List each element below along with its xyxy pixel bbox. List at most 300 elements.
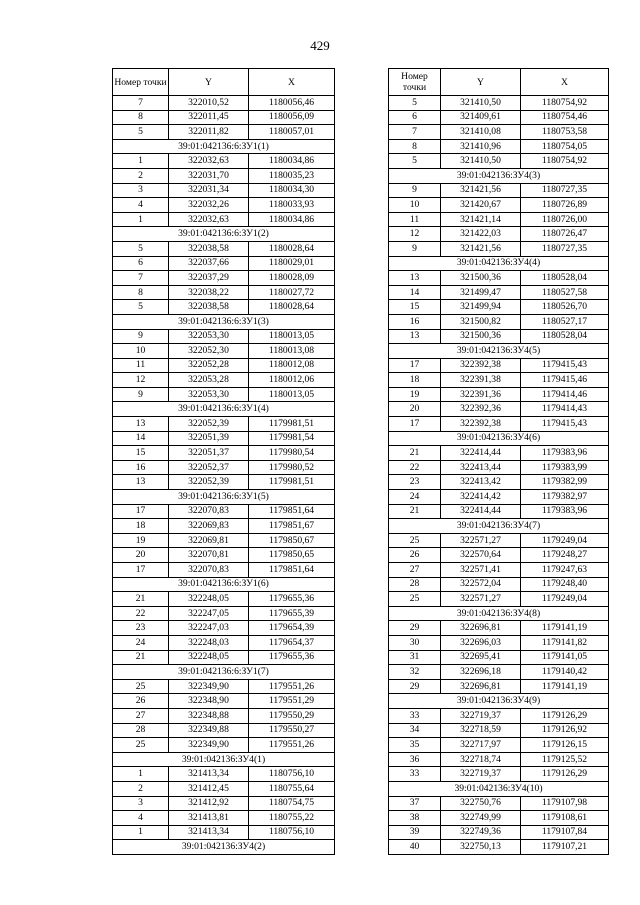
point-number-cell: 7 xyxy=(113,96,169,111)
parcel-section-label: 39:01:042136:ЗУ4(8) xyxy=(389,606,609,621)
y-coordinate-cell: 322571,27 xyxy=(441,533,521,548)
x-coordinate-cell: 1179247,63 xyxy=(521,563,609,578)
point-number-cell: 6 xyxy=(389,110,441,125)
x-coordinate-cell: 1179141,19 xyxy=(521,621,609,636)
x-coordinate-cell: 1179125,52 xyxy=(521,752,609,767)
y-coordinate-cell: 321420,67 xyxy=(441,198,521,213)
y-coordinate-cell: 322038,58 xyxy=(169,300,249,315)
point-number-cell: 30 xyxy=(389,635,441,650)
point-number-cell: 33 xyxy=(389,767,441,782)
x-coordinate-cell: 1180753,58 xyxy=(521,125,609,140)
point-number-cell: 28 xyxy=(113,723,169,738)
table-row xyxy=(113,694,335,709)
x-coordinate-cell: 1180028,64 xyxy=(249,241,335,256)
x-coordinate-cell: 1180528,04 xyxy=(521,271,609,286)
section-row xyxy=(113,490,335,505)
point-number-cell: 29 xyxy=(389,679,441,694)
y-coordinate-cell: 322696,18 xyxy=(441,665,521,680)
x-coordinate-cell: 1180726,47 xyxy=(521,227,609,242)
point-number-cell: 22 xyxy=(113,606,169,621)
table-row xyxy=(389,548,609,563)
x-coordinate-cell: 1180012,08 xyxy=(249,358,335,373)
x-coordinate-cell: 1179108,61 xyxy=(521,811,609,826)
point-number-cell: 37 xyxy=(389,796,441,811)
x-coordinate-cell: 1180526,70 xyxy=(521,300,609,315)
y-coordinate-cell: 322414,44 xyxy=(441,504,521,519)
point-number-cell: 24 xyxy=(113,635,169,650)
y-coordinate-cell: 322070,83 xyxy=(169,563,249,578)
point-number-cell: 17 xyxy=(113,563,169,578)
x-coordinate-cell: 1179141,82 xyxy=(521,635,609,650)
x-coordinate-cell: 1179415,43 xyxy=(521,358,609,373)
y-coordinate-cell: 322053,30 xyxy=(169,387,249,402)
y-coordinate-cell: 322413,44 xyxy=(441,460,521,475)
point-number-cell: 21 xyxy=(113,650,169,665)
table-row xyxy=(389,227,609,242)
y-coordinate-cell: 321413,34 xyxy=(169,825,249,840)
x-coordinate-cell: 1180726,89 xyxy=(521,198,609,213)
parcel-section-label: 39:01:042136:6:ЗУ1(7) xyxy=(113,665,335,680)
x-coordinate-cell: 1180034,30 xyxy=(249,183,335,198)
page-number: 429 xyxy=(310,38,330,53)
point-number-cell: 29 xyxy=(389,621,441,636)
table-row xyxy=(113,387,335,402)
header-x: X xyxy=(521,69,609,96)
x-coordinate-cell: 1179654,37 xyxy=(249,635,335,650)
y-coordinate-cell: 322348,88 xyxy=(169,708,249,723)
x-coordinate-cell: 1179126,29 xyxy=(521,708,609,723)
y-coordinate-cell: 322248,05 xyxy=(169,592,249,607)
y-coordinate-cell: 322038,58 xyxy=(169,241,249,256)
point-number-cell: 3 xyxy=(113,796,169,811)
x-coordinate-cell: 1179551,29 xyxy=(249,694,335,709)
point-number-cell: 5 xyxy=(389,96,441,111)
table-row xyxy=(389,840,609,855)
table-row xyxy=(389,314,609,329)
table-row xyxy=(113,125,335,140)
point-number-cell: 20 xyxy=(113,548,169,563)
parcel-section-label: 39:01:042136:6:ЗУ1(2) xyxy=(113,227,335,242)
point-number-cell: 31 xyxy=(389,650,441,665)
y-coordinate-cell: 321499,94 xyxy=(441,300,521,315)
x-coordinate-cell: 1180035,23 xyxy=(249,168,335,183)
point-number-cell: 2 xyxy=(113,781,169,796)
x-coordinate-cell: 1180727,35 xyxy=(521,183,609,198)
point-number-cell: 23 xyxy=(113,621,169,636)
x-coordinate-cell: 1180033,93 xyxy=(249,198,335,213)
point-number-cell: 8 xyxy=(389,139,441,154)
table-row xyxy=(113,533,335,548)
x-coordinate-cell: 1180034,86 xyxy=(249,154,335,169)
table-row xyxy=(113,344,335,359)
point-number-cell: 9 xyxy=(389,241,441,256)
y-coordinate-cell: 322349,90 xyxy=(169,738,249,753)
y-coordinate-cell: 322349,90 xyxy=(169,679,249,694)
point-number-cell: 7 xyxy=(389,125,441,140)
point-number-cell: 16 xyxy=(113,460,169,475)
x-coordinate-cell: 1180726,00 xyxy=(521,212,609,227)
y-coordinate-cell: 322052,30 xyxy=(169,344,249,359)
parcel-section-label: 39:01:042136:6:ЗУ1(1) xyxy=(113,139,335,154)
parcel-section-label: 39:01:042136:ЗУ4(7) xyxy=(389,519,609,534)
table-row xyxy=(389,490,609,505)
table-row xyxy=(113,621,335,636)
point-number-cell: 8 xyxy=(113,285,169,300)
table-row xyxy=(389,577,609,592)
x-coordinate-cell: 1179415,46 xyxy=(521,373,609,388)
point-number-cell: 33 xyxy=(389,708,441,723)
y-coordinate-cell: 322749,99 xyxy=(441,811,521,826)
y-coordinate-cell: 322070,83 xyxy=(169,504,249,519)
y-coordinate-cell: 321412,92 xyxy=(169,796,249,811)
table-row xyxy=(389,241,609,256)
point-number-cell: 13 xyxy=(113,417,169,432)
x-coordinate-cell: 1180754,92 xyxy=(521,96,609,111)
y-coordinate-cell: 322011,82 xyxy=(169,125,249,140)
point-number-cell: 18 xyxy=(113,519,169,534)
table-row xyxy=(389,446,609,461)
y-coordinate-cell: 322010,52 xyxy=(169,96,249,111)
x-coordinate-cell: 1180527,58 xyxy=(521,285,609,300)
point-number-cell: 9 xyxy=(113,329,169,344)
y-coordinate-cell: 322717,97 xyxy=(441,738,521,753)
table-row xyxy=(389,329,609,344)
y-coordinate-cell: 322348,90 xyxy=(169,694,249,709)
x-coordinate-cell: 1179141,05 xyxy=(521,650,609,665)
table-row xyxy=(389,417,609,432)
point-number-cell: 20 xyxy=(389,402,441,417)
table-row xyxy=(113,592,335,607)
table-row xyxy=(113,329,335,344)
table-row xyxy=(389,723,609,738)
y-coordinate-cell: 322069,83 xyxy=(169,519,249,534)
point-number-cell: 39 xyxy=(389,825,441,840)
table-row xyxy=(113,431,335,446)
point-number-cell: 12 xyxy=(389,227,441,242)
point-number-cell: 21 xyxy=(389,504,441,519)
table-row xyxy=(389,198,609,213)
x-coordinate-cell: 1180755,22 xyxy=(249,811,335,826)
y-coordinate-cell: 322032,63 xyxy=(169,154,249,169)
x-coordinate-cell: 1179551,26 xyxy=(249,679,335,694)
y-coordinate-cell: 322696,03 xyxy=(441,635,521,650)
table-row xyxy=(113,241,335,256)
y-coordinate-cell: 322571,41 xyxy=(441,563,521,578)
y-coordinate-cell: 321421,56 xyxy=(441,241,521,256)
point-number-cell: 40 xyxy=(389,840,441,855)
point-number-cell: 9 xyxy=(113,387,169,402)
table-row xyxy=(389,475,609,490)
section-row xyxy=(389,606,609,621)
point-number-cell: 1 xyxy=(113,154,169,169)
y-coordinate-cell: 321422,03 xyxy=(441,227,521,242)
x-coordinate-cell: 1180028,64 xyxy=(249,300,335,315)
table-row xyxy=(113,781,335,796)
parcel-section-label: 39:01:042136:ЗУ4(3) xyxy=(389,168,609,183)
y-coordinate-cell: 322053,30 xyxy=(169,329,249,344)
x-coordinate-cell: 1180754,75 xyxy=(249,796,335,811)
section-row xyxy=(113,665,335,680)
header-y: Y xyxy=(169,69,249,96)
x-coordinate-cell: 1179981,51 xyxy=(249,417,335,432)
x-coordinate-cell: 1179248,40 xyxy=(521,577,609,592)
x-coordinate-cell: 1179126,92 xyxy=(521,723,609,738)
point-number-cell: 25 xyxy=(113,679,169,694)
x-coordinate-cell: 1179414,46 xyxy=(521,387,609,402)
x-coordinate-cell: 1180029,01 xyxy=(249,256,335,271)
point-number-cell: 11 xyxy=(389,212,441,227)
parcel-section-label: 39:01:042136:ЗУ4(4) xyxy=(389,256,609,271)
parcel-section-label: 39:01:042136:6:ЗУ1(4) xyxy=(113,402,335,417)
y-coordinate-cell: 322053,28 xyxy=(169,373,249,388)
table-row xyxy=(389,796,609,811)
x-coordinate-cell: 1179126,15 xyxy=(521,738,609,753)
x-coordinate-cell: 1179383,96 xyxy=(521,504,609,519)
table-row xyxy=(113,825,335,840)
table-row xyxy=(113,154,335,169)
table-row xyxy=(389,679,609,694)
point-number-cell: 7 xyxy=(113,271,169,286)
table-row xyxy=(113,796,335,811)
y-coordinate-cell: 322031,70 xyxy=(169,168,249,183)
point-number-cell: 1 xyxy=(113,212,169,227)
x-coordinate-cell: 1180027,72 xyxy=(249,285,335,300)
x-coordinate-cell: 1179851,64 xyxy=(249,504,335,519)
table-row xyxy=(389,96,609,111)
table-row xyxy=(113,460,335,475)
y-coordinate-cell: 322414,42 xyxy=(441,490,521,505)
y-coordinate-cell: 321413,81 xyxy=(169,811,249,826)
x-coordinate-cell: 1180727,35 xyxy=(521,241,609,256)
point-number-cell: 12 xyxy=(113,373,169,388)
header-point-number: Номер точки xyxy=(113,69,169,96)
point-number-cell: 19 xyxy=(389,387,441,402)
x-coordinate-cell: 1180755,64 xyxy=(249,781,335,796)
y-coordinate-cell: 321500,36 xyxy=(441,329,521,344)
table-row xyxy=(113,519,335,534)
x-coordinate-cell: 1179383,96 xyxy=(521,446,609,461)
y-coordinate-cell: 321499,47 xyxy=(441,285,521,300)
y-coordinate-cell: 321500,82 xyxy=(441,314,521,329)
table-row xyxy=(389,665,609,680)
table-row xyxy=(113,504,335,519)
table-row xyxy=(113,212,335,227)
y-coordinate-cell: 322392,38 xyxy=(441,358,521,373)
table-row xyxy=(389,504,609,519)
y-coordinate-cell: 322349,88 xyxy=(169,723,249,738)
y-coordinate-cell: 321421,14 xyxy=(441,212,521,227)
x-coordinate-cell: 1179850,65 xyxy=(249,548,335,563)
parcel-section-label: 39:01:042136:6:ЗУ1(5) xyxy=(113,490,335,505)
parcel-section-label: 39:01:042136:ЗУ4(5) xyxy=(389,344,609,359)
coordinates-table-right xyxy=(388,68,609,855)
table-row xyxy=(113,563,335,578)
section-row xyxy=(113,840,335,855)
y-coordinate-cell: 322069,81 xyxy=(169,533,249,548)
y-coordinate-cell: 322248,03 xyxy=(169,635,249,650)
point-number-cell: 19 xyxy=(113,533,169,548)
table-row xyxy=(389,621,609,636)
section-row xyxy=(389,344,609,359)
table-row xyxy=(389,271,609,286)
y-coordinate-cell: 322750,76 xyxy=(441,796,521,811)
x-coordinate-cell: 1179248,27 xyxy=(521,548,609,563)
parcel-section-label: 39:01:042136:ЗУ4(6) xyxy=(389,431,609,446)
table-row xyxy=(113,811,335,826)
x-coordinate-cell: 1180754,05 xyxy=(521,139,609,154)
x-coordinate-cell: 1180034,86 xyxy=(249,212,335,227)
point-number-cell: 9 xyxy=(389,183,441,198)
y-coordinate-cell: 321412,45 xyxy=(169,781,249,796)
point-number-cell: 3 xyxy=(113,183,169,198)
section-row xyxy=(113,139,335,154)
x-coordinate-cell: 1179550,27 xyxy=(249,723,335,738)
table-row xyxy=(113,548,335,563)
table-row xyxy=(389,708,609,723)
x-coordinate-cell: 1179980,54 xyxy=(249,446,335,461)
x-coordinate-cell: 1180756,10 xyxy=(249,767,335,782)
point-number-cell: 17 xyxy=(389,417,441,432)
x-coordinate-cell: 1180056,46 xyxy=(249,96,335,111)
header-y: Y xyxy=(441,69,521,96)
point-number-cell: 26 xyxy=(389,548,441,563)
point-number-cell: 4 xyxy=(113,811,169,826)
x-coordinate-cell: 1179550,29 xyxy=(249,708,335,723)
table-row xyxy=(113,606,335,621)
x-coordinate-cell: 1179126,29 xyxy=(521,767,609,782)
point-number-cell: 27 xyxy=(389,563,441,578)
point-number-cell: 11 xyxy=(113,358,169,373)
point-number-cell: 23 xyxy=(389,475,441,490)
y-coordinate-cell: 322392,36 xyxy=(441,402,521,417)
x-coordinate-cell: 1179654,39 xyxy=(249,621,335,636)
table-row xyxy=(389,767,609,782)
point-number-cell: 38 xyxy=(389,811,441,826)
y-coordinate-cell: 322032,26 xyxy=(169,198,249,213)
x-coordinate-cell: 1179415,43 xyxy=(521,417,609,432)
section-row xyxy=(113,314,335,329)
x-coordinate-cell: 1179850,67 xyxy=(249,533,335,548)
table-row xyxy=(389,387,609,402)
table-row xyxy=(113,708,335,723)
point-number-cell: 8 xyxy=(113,110,169,125)
x-coordinate-cell: 1180527,17 xyxy=(521,314,609,329)
table-row xyxy=(389,212,609,227)
y-coordinate-cell: 322248,05 xyxy=(169,650,249,665)
y-coordinate-cell: 322052,37 xyxy=(169,460,249,475)
x-coordinate-cell: 1179140,42 xyxy=(521,665,609,680)
x-coordinate-cell: 1180754,92 xyxy=(521,154,609,169)
point-number-cell: 5 xyxy=(113,125,169,140)
table-row xyxy=(389,825,609,840)
x-coordinate-cell: 1180756,10 xyxy=(249,825,335,840)
y-coordinate-cell: 321500,36 xyxy=(441,271,521,286)
y-coordinate-cell: 322052,39 xyxy=(169,417,249,432)
y-coordinate-cell: 322052,39 xyxy=(169,475,249,490)
y-coordinate-cell: 321410,50 xyxy=(441,96,521,111)
x-coordinate-cell: 1180528,04 xyxy=(521,329,609,344)
x-coordinate-cell: 1180028,09 xyxy=(249,271,335,286)
section-row xyxy=(113,227,335,242)
y-coordinate-cell: 321410,96 xyxy=(441,139,521,154)
point-number-cell: 1 xyxy=(113,767,169,782)
point-number-cell: 5 xyxy=(389,154,441,169)
y-coordinate-cell: 322695,41 xyxy=(441,650,521,665)
point-number-cell: 4 xyxy=(113,198,169,213)
point-number-cell: 26 xyxy=(113,694,169,709)
y-coordinate-cell: 322414,44 xyxy=(441,446,521,461)
y-coordinate-cell: 322696,81 xyxy=(441,679,521,694)
point-number-cell: 25 xyxy=(389,592,441,607)
x-coordinate-cell: 1179655,36 xyxy=(249,650,335,665)
y-coordinate-cell: 321413,34 xyxy=(169,767,249,782)
section-row xyxy=(389,431,609,446)
y-coordinate-cell: 322031,34 xyxy=(169,183,249,198)
y-coordinate-cell: 322051,39 xyxy=(169,431,249,446)
y-coordinate-cell: 321410,50 xyxy=(441,154,521,169)
table-row xyxy=(389,533,609,548)
x-coordinate-cell: 1180013,08 xyxy=(249,344,335,359)
y-coordinate-cell: 322392,38 xyxy=(441,417,521,432)
section-row xyxy=(389,168,609,183)
table-row xyxy=(389,358,609,373)
table-row xyxy=(113,373,335,388)
table-row xyxy=(113,110,335,125)
section-row xyxy=(113,577,335,592)
table-row xyxy=(389,183,609,198)
point-number-cell: 15 xyxy=(113,446,169,461)
y-coordinate-cell: 322718,59 xyxy=(441,723,521,738)
point-number-cell: 17 xyxy=(113,504,169,519)
section-row xyxy=(389,781,609,796)
point-number-cell: 34 xyxy=(389,723,441,738)
table-row xyxy=(113,256,335,271)
table-row xyxy=(389,402,609,417)
y-coordinate-cell: 322719,37 xyxy=(441,708,521,723)
table-row xyxy=(113,446,335,461)
y-coordinate-cell: 322038,22 xyxy=(169,285,249,300)
table-row xyxy=(113,417,335,432)
x-coordinate-cell: 1180754,46 xyxy=(521,110,609,125)
point-number-cell: 15 xyxy=(389,300,441,315)
x-coordinate-cell: 1179981,51 xyxy=(249,475,335,490)
point-number-cell: 10 xyxy=(113,344,169,359)
table-row xyxy=(389,635,609,650)
y-coordinate-cell: 322391,38 xyxy=(441,373,521,388)
y-coordinate-cell: 322750,13 xyxy=(441,840,521,855)
x-coordinate-cell: 1179980,52 xyxy=(249,460,335,475)
point-number-cell: 22 xyxy=(389,460,441,475)
x-coordinate-cell: 1179107,98 xyxy=(521,796,609,811)
table-row xyxy=(389,154,609,169)
table-row xyxy=(113,183,335,198)
table-row xyxy=(389,592,609,607)
table-row xyxy=(113,198,335,213)
point-number-cell: 28 xyxy=(389,577,441,592)
table-row xyxy=(113,96,335,111)
y-coordinate-cell: 321409,61 xyxy=(441,110,521,125)
table-row xyxy=(113,285,335,300)
y-coordinate-cell: 322037,29 xyxy=(169,271,249,286)
y-coordinate-cell: 322749,36 xyxy=(441,825,521,840)
point-number-cell: 16 xyxy=(389,314,441,329)
section-row xyxy=(113,402,335,417)
y-coordinate-cell: 321421,56 xyxy=(441,183,521,198)
y-coordinate-cell: 322571,27 xyxy=(441,592,521,607)
x-coordinate-cell: 1179383,99 xyxy=(521,460,609,475)
point-number-cell: 5 xyxy=(113,241,169,256)
x-coordinate-cell: 1180057,01 xyxy=(249,125,335,140)
